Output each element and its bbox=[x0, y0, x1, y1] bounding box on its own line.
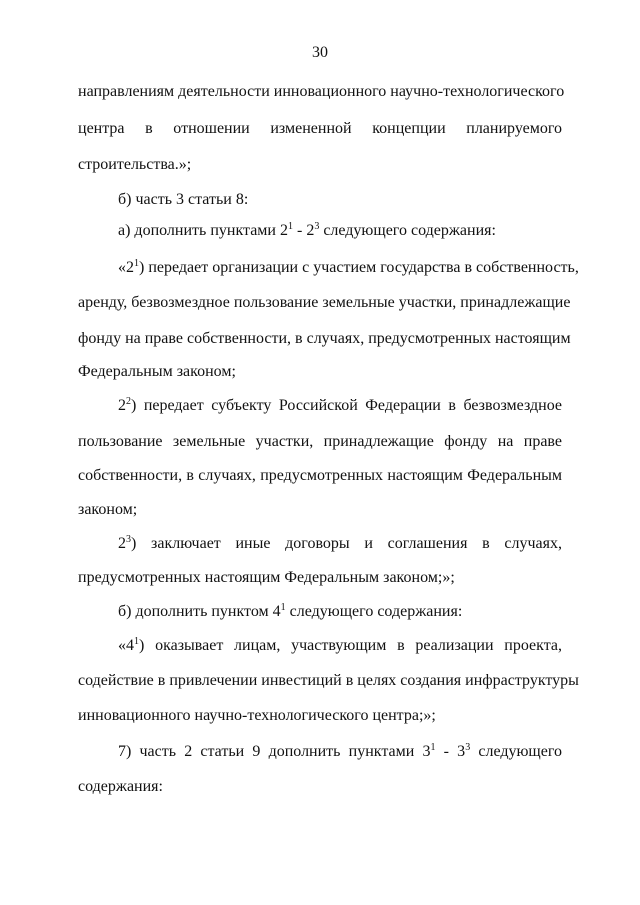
superscript: 1 bbox=[287, 221, 293, 232]
paragraph-line: содержания: bbox=[78, 778, 163, 795]
text-run: ) оказывает лицам, участвующим в реализации проекта, bbox=[139, 637, 562, 654]
text-run: следующего содержания: bbox=[285, 603, 463, 620]
text-run: 2 bbox=[118, 535, 126, 552]
paragraph-line: аренду, безвозмездное пользование земельные участки, принадлежащие bbox=[78, 294, 571, 311]
paragraph-line: строительства.»; bbox=[78, 156, 192, 173]
page-number: 30 bbox=[312, 44, 328, 61]
paragraph-line: направлениям деятельности инновационного научно-технологического bbox=[78, 83, 565, 100]
superscript: 3 bbox=[126, 534, 131, 545]
superscript: 1 bbox=[430, 742, 436, 753]
paragraph-line: инновационного научно-технологического центра;»; bbox=[78, 707, 436, 724]
paragraph-line bbox=[118, 221, 562, 241]
paragraph-line: содействие в привлечении инвестиций в целях создания инфраструктуры bbox=[78, 672, 579, 689]
superscript: 3 bbox=[465, 742, 471, 753]
text-run: ) передает организации с участием государства в собственность, bbox=[139, 259, 579, 276]
text-run: а) дополнить пунктами 2 bbox=[118, 222, 288, 239]
text-run: 7) часть 2 статьи 9 дополнить пунктами 3 bbox=[118, 743, 431, 760]
text-run: б) дополнить пунктом 4 bbox=[118, 603, 281, 620]
text-run: следующего bbox=[470, 743, 563, 760]
paragraph-line: б) часть 3 статьи 8: bbox=[118, 191, 249, 208]
text-run: следующего содержания: bbox=[319, 222, 496, 239]
superscript: 1 bbox=[134, 636, 139, 647]
superscript: 3 bbox=[314, 221, 320, 232]
paragraph-line bbox=[118, 396, 562, 416]
paragraph-line: законом; bbox=[78, 501, 138, 518]
superscript: 2 bbox=[126, 396, 131, 407]
paragraph-line: предусмотренных настоящим Федеральным законом;»; bbox=[78, 569, 455, 586]
paragraph-line bbox=[118, 534, 562, 554]
paragraph-line: собственности, в случаях, предусмотренных настоящим Федеральным bbox=[78, 467, 562, 484]
paragraph-line bbox=[118, 742, 562, 762]
paragraph-line: центра в отношении измененной концепции планируемого bbox=[78, 120, 562, 137]
superscript: 1 bbox=[280, 602, 286, 613]
text-run: - 2 bbox=[292, 222, 315, 239]
text-run: «4 bbox=[118, 637, 134, 654]
paragraph-line bbox=[118, 636, 562, 656]
paragraph-line: пользование земельные участки, принадлежащие фонду на праве bbox=[78, 433, 562, 450]
superscript: 1 bbox=[134, 258, 139, 269]
text-run: ) передает субъекту Российской Федерации в безвозмездное bbox=[131, 397, 562, 414]
paragraph-line bbox=[118, 602, 562, 622]
text-run: - 3 bbox=[435, 743, 466, 760]
text-run: «2 bbox=[118, 259, 134, 276]
paragraph-line: Федеральным законом; bbox=[78, 363, 236, 380]
text-run: 2 bbox=[118, 397, 126, 414]
paragraph-line bbox=[118, 258, 579, 278]
paragraph-line: фонду на праве собственности, в случаях, предусмотренных настоящим bbox=[78, 330, 571, 347]
text-run: ) заключает иные договоры и соглашения в случаях, bbox=[131, 535, 562, 552]
